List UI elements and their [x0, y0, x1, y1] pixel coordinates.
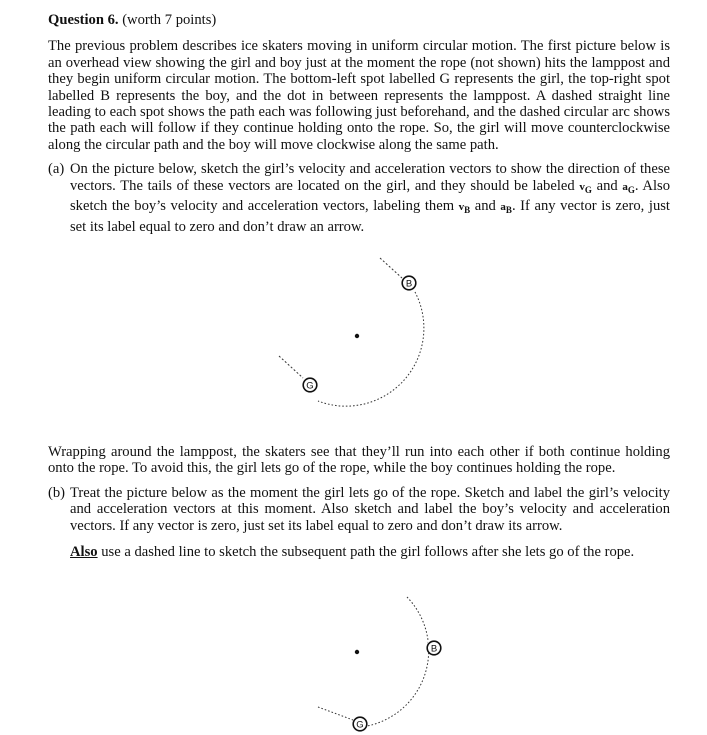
girl-label-2: G [356, 719, 364, 731]
also-bold: Also [70, 544, 98, 561]
part-a-text-1: On the picture below, sketch the girl’s velocity and acceleration vectors to show the direction of these vectors. The tails of these vectors are located on the girl, and they should be labeled [70, 161, 670, 194]
part-a-text-2: . Also sketch the boy’s velocity and acceleration vectors, labeling them [70, 177, 671, 215]
also-instruction [70, 544, 670, 560]
boy-marker-2 [427, 640, 441, 655]
ab-symbol: $a_B$ [500, 201, 512, 216]
also-rest: use a dashed line to sketch the subsequent path the girl follows after she lets go of the rope. [97, 544, 635, 561]
circular-path-arc [318, 292, 424, 406]
lamppost-dot-2 [355, 650, 359, 654]
vb-symbol: $v_B$ [458, 201, 471, 216]
worksheet-page [48, 12, 670, 235]
girl-label: G [306, 380, 314, 392]
boy-approach-path [380, 258, 402, 278]
boy-label: B [405, 278, 413, 290]
circular-path-arc-2 [361, 597, 429, 727]
question-points: (worth 7 points) [118, 12, 217, 28]
girl-marker-2 [353, 716, 367, 731]
figure-1 [0, 248, 707, 418]
part-a-text-3: . If any vector is zero, just set its label equal to zero and don’t draw an arrow. [70, 198, 670, 235]
figure-2 [0, 590, 707, 735]
part-a-label: (a) [48, 161, 65, 178]
lamppost-dot [355, 334, 359, 338]
girl-approach-path [279, 356, 303, 378]
question-number: Question 6. [48, 12, 119, 28]
girl-marker [303, 378, 317, 392]
girl-left-path [318, 707, 353, 720]
part-b-section [48, 444, 670, 560]
part-b [48, 485, 670, 534]
part-b-label: (b) [48, 484, 66, 501]
part-b-text: Treat the picture below as the moment the girl lets go of the rope. Sketch and label the girl’s velocity and acceleration vectors at this moment. Also sketch and label the boy’s velocity and acceleration vectors. If any vector is zero, just set its label equal to zero and don’t draw its arrow. [70, 484, 670, 534]
intro-paragraph: The previous problem describes ice skaters moving in uniform circular motion. The first picture below is an overhead view showing the girl and boy just at the moment the rope (not shown) hits the lamppost and they begin uniform circular motion. The bottom-left spot labelled G represents the girl, the top-right spot labelled B represents the boy, and the dot in between represents the lamppost. A dashed straight line leading to each spot shows the path each was following just beforehand, and the dashed circular arc shows the path each will follow if they continue holding onto the rope. So, the girl will move counterclockwise along the circular path and the boy will move clockwise along the same path. [48, 38, 670, 153]
boy-marker [402, 276, 416, 290]
wrap-paragraph: Wrapping around the lamppost, the skaters see that they’ll run into each other if both continue holding onto the rope. To avoid this, the girl lets go of the rope, while the boy continues holding the rope. [48, 444, 670, 477]
vg-symbol: $v_G$ [579, 180, 592, 195]
boy-label-2: B [430, 643, 438, 655]
question-title [48, 12, 670, 28]
part-a: (a) On the picture below, sketch the girl’s velocity and acceleration vectors to show the direction of these vectors. The tails of these vectors are located on the girl, and they should be labeled $v_G$ and $a_G$. Also sketch the boy’s velocity and acceleration vectors, labeling them $v_B$ and $a_B$. If any vector is zero, just set its label equal to zero and don’t draw an arrow. [48, 161, 671, 235]
ag-symbol: $a_G$ [622, 180, 635, 195]
